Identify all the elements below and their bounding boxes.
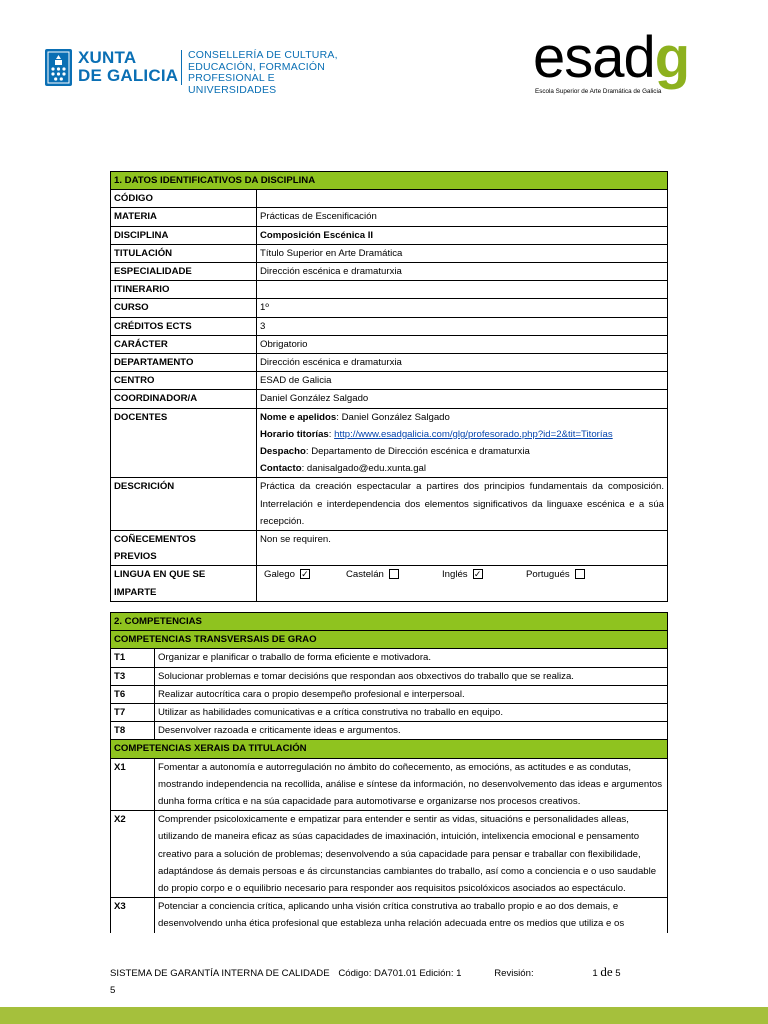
esadg-logo (533, 25, 723, 104)
docente-horario: Horario titorías: http://www.esadgalicia.com/glg/profesorado.php?id=2&tit=Titorías (260, 428, 613, 440)
page-footer (110, 964, 621, 980)
lang-ingles: Inglés ✓ (442, 568, 482, 581)
table-row: T3 Solucionar problemas e tomar decisións que respondan aos obxectivos do traballo que se realiza. (111, 667, 668, 685)
row-lingua: LINGUA EN QUE SE IMPARTE Galego ✓ Castelán Inglés ✓ Portugués (111, 566, 668, 601)
row-materia: MATERIA Prácticas de Escenificación (111, 208, 668, 226)
castelan-checkbox[interactable] (389, 569, 399, 579)
xunta-logo (45, 48, 355, 96)
row-curso: CURSO 1º (111, 299, 668, 317)
esadg-subtitle: Escola Superior de Arte Dramática de Galicia (535, 88, 662, 95)
section2-title: 2. COMPETENCIAS (111, 613, 668, 631)
lang-portugues: Portugués (526, 566, 585, 583)
row-caracter: CARÁCTER Obrigatorio (111, 335, 668, 353)
table-row: X2 Comprender psicoloxicamente e empatizar para entender e sentir as vidas, situacións e personalidades alleas, utilizando de maneira eficaz as súas capacidades de imaxinación, intuición, intelixencia emocional e pensamento creativo para a solución de problemas; desenvolvendo a súa capacidade para pensar e traballar con flexibilidade, adaptándose ás demais persoas e ás circunstancias cambiantes do traballo, así como a conciencia e o uso saudable do propio corpo e o equilibrio necesario para responder aos requisitos psicolóxicos asociados ao espectáculo. (111, 811, 668, 898)
conselleria-name: CONSELLERÍA DE CULTURA, EDUCACIÓN, FORMACIÓN PROFESIONAL E UNIVERSIDADES (188, 49, 338, 96)
horario-link[interactable]: http://www.esadgalicia.com/glg/profesorado.php?id=2&tit=Titorías (334, 428, 613, 440)
section1-title: 1. DATOS IDENTIFICATIVOS DA DISCIPLINA (111, 172, 668, 190)
row-itinerario: ITINERARIO (111, 281, 668, 299)
docente-nome: Nome e apelidos: Daniel González Salgado (260, 411, 450, 423)
row-creditos: CRÉDITOS ECTS 3 (111, 317, 668, 335)
transversais-title: COMPETENCIAS TRANSVERSAIS DE GRAO (111, 631, 668, 649)
row-codigo: CÓDIGO (111, 190, 668, 208)
row-titulacion: TITULACIÓN Título Superior en Arte Dramática (111, 244, 668, 262)
table-row: X1 Fomentar a autonomía e autorregulación no ámbito do coñecemento, as emocións, as actitudes e as condutas, mostrando independencia na recollida, análise e síntese da información, no desenvolvemento das ideas e argumentos dunha forma crítica e na súa capacidade para automotivarse e organizarse nos procesos creativos. (111, 758, 668, 811)
competencias-table (110, 612, 668, 933)
table-row: T7 Utilizar as habilidades comunicativas e a crítica construtiva no traballo en equipo. (111, 704, 668, 722)
xerais-title: COMPETENCIAS XERAIS DA TITULACIÓN (111, 740, 668, 758)
portugues-checkbox[interactable] (575, 569, 585, 579)
row-docentes: DOCENTES Nome e apelidos: Daniel González Salgado Horario titorías: http://www.esadgalicia.com/glg/profesorado.php?id=2&tit=Titorías Despacho: Departamento de Dirección escénica e dramaturxia Contacto: danisalgado@edu.xunta.gal (111, 408, 668, 478)
docente-despacho: Despacho: Departamento de Dirección escénica e dramaturxia (260, 446, 530, 458)
xunta-name: XUNTA DE GALICIA (78, 48, 179, 85)
table-row: T6 Realizar autocrítica cara o propio desempeño profesional e interpersoal. (111, 685, 668, 703)
row-disciplina: DISCIPLINA Composición Escénica II (111, 226, 668, 244)
table-row: T8 Desenvolver razoada e criticamente ideas e argumentos. (111, 722, 668, 740)
logo-divider (181, 50, 182, 85)
esadg-wordmark: esadg (533, 25, 690, 90)
lang-castelan: Castelán (346, 566, 442, 583)
row-departamento: DEPARTAMENTO Dirección escénica e dramaturxia (111, 354, 668, 372)
lang-galego: Galego ✓ (264, 568, 309, 581)
row-centro: CENTRO ESAD de Galicia (111, 372, 668, 390)
row-coordinador: COORDINADOR/A Daniel González Salgado (111, 390, 668, 408)
footer-revision: Revisión: (494, 968, 534, 979)
xunta-emblem-icon (45, 49, 72, 86)
docente-contacto: Contacto: danisalgado@edu.xunta.gal (260, 463, 427, 475)
row-especialidade: ESPECIALIDADE Dirección escénica e dramaturxia (111, 263, 668, 281)
galego-checkbox[interactable]: ✓ (301, 568, 309, 579)
page-number: 1 de 5 (592, 964, 621, 979)
bottom-bar (0, 1007, 768, 1024)
row-descricion: DESCRICIÓN Práctica da creación espectacular a partires dos principios fundamentais da composición. Interrelación e interdependencia dos elementos significativos da linguaxe escénica e a súa recepción. (111, 478, 668, 531)
row-conecementos: COÑECEMENTOS PREVIOS Non se requiren. (111, 531, 668, 566)
ingles-checkbox[interactable]: ✓ (473, 568, 482, 579)
footer-overflow: 5 (110, 985, 116, 996)
table-row: T1 Organizar e planificar o traballo de forma eficiente e motivadora. (111, 649, 668, 667)
table-row: X3 Potenciar a conciencia crítica, aplicando unha visión crítica construtiva ao traballo propio e ao dos demais, e desenvolvendo unha ética profesional que estableza unha relación adecuada entre os medios que utiliza e os (111, 898, 668, 933)
identification-table (110, 171, 668, 602)
footer-system: SISTEMA DE GARANTÍA INTERNA DE CALIDADE (110, 968, 330, 979)
footer-code: Código: DA701.01 Edición: 1 (338, 968, 462, 979)
